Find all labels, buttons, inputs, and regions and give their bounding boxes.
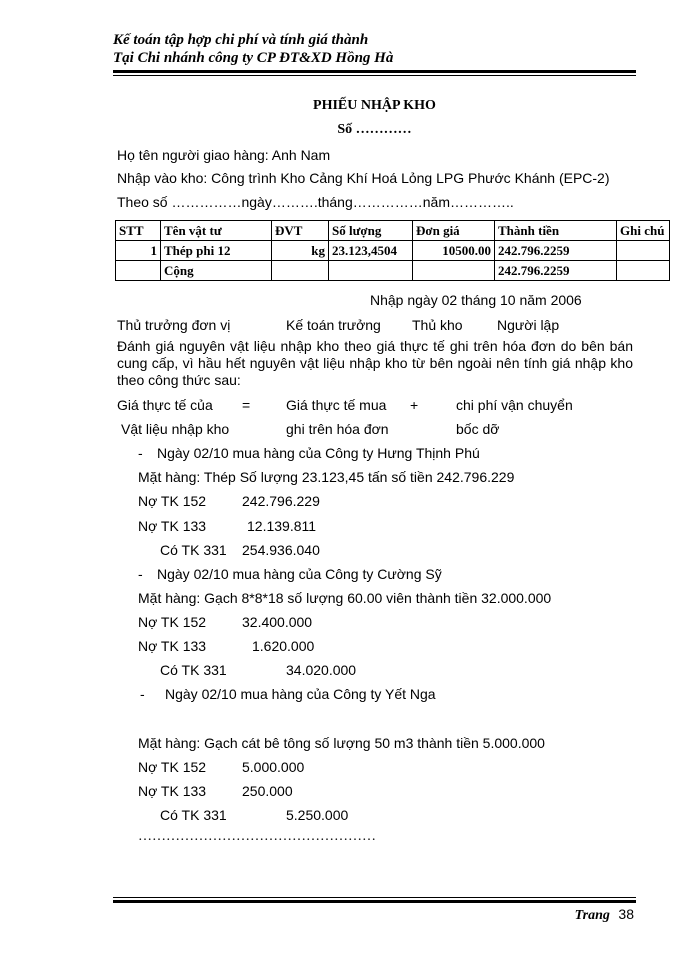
running-header-line2: Tại Chi nhánh công ty CP ĐT&XD Hồng Hà: [113, 50, 394, 66]
entry-item: Mặt hàng: Gạch cát bê tông số lượng 50 m3 thành tiền 5.000.000: [138, 735, 545, 751]
entry-amount: 5.250.000: [286, 807, 349, 823]
receipt-date: Nhập ngày 02 tháng 10 năm 2006: [370, 292, 582, 308]
formula-right-1: chi phí vận chuyển: [456, 397, 573, 413]
cell-empty: [116, 261, 161, 281]
entry-heading: Ngày 02/10 mua hàng của Công ty Yết Nga: [165, 686, 436, 702]
entry-amount: 242.796.229: [242, 493, 320, 509]
entry-heading: Ngày 02/10 mua hàng của Công ty Hưng Thịnh Phú: [157, 445, 480, 461]
header-cell: Thành tiền: [495, 221, 617, 241]
header-cell: STT: [116, 221, 161, 241]
formula-left-1: Giá thực tế của: [117, 397, 213, 413]
entry-amount: 34.020.000: [286, 662, 357, 678]
table-total-row: [116, 261, 670, 281]
warehouse-line: Nhập vào kho: Công trình Kho Cảng Khí Hoá Lỏng LPG Phước Khánh (EPC-2): [117, 170, 610, 186]
formula-plus: +: [410, 397, 419, 413]
entry-amount: 12.139.811: [247, 518, 317, 534]
cell-amount: 242.796.2259: [495, 241, 617, 261]
cell-total-label: Cộng: [161, 261, 272, 281]
signature-storekeeper: Thủ kho: [412, 317, 463, 333]
cell-empty: [413, 261, 495, 281]
deliverer-line: Họ tên người giao hàng: Anh Nam: [117, 147, 331, 163]
formula-middle-2: ghi trên hóa đơn: [286, 421, 389, 437]
continuation-dots: ……………………………………………: [138, 829, 376, 844]
entry-account: Có TK 331: [160, 662, 227, 678]
entry-amount: 1.620.000: [252, 638, 315, 654]
signature-director: Thủ trưởng đơn vị: [117, 317, 231, 333]
header-cell: Ghi chú: [617, 221, 670, 241]
entry-item: Mặt hàng: Gạch 8*8*18 số lượng 60.00 viên thành tiền 32.000.000: [138, 590, 552, 606]
formula-equals: =: [242, 397, 251, 413]
entry-amount: 32.400.000: [242, 614, 313, 630]
footer-rule-thick: [113, 900, 636, 903]
formula-middle-1: Giá thực tế mua: [286, 397, 387, 413]
entry-account: Nợ TK 133: [138, 518, 207, 534]
signature-chief-accountant: Kế toán trưởng: [286, 317, 381, 333]
cell-total-value: 242.796.2259: [495, 261, 617, 281]
cell-stt: 1: [116, 241, 161, 261]
header-rule-thin: [113, 75, 636, 76]
cell-empty: [617, 261, 670, 281]
valuation-paragraph: Đánh giá nguyên vật liệu nhập kho theo giá thực tế ghi trên hóa đơn do bên bán cung cấp, vì hầu hết nguyên vật liệu nhập kho từ bên ngoài nên tính giá nhập kho theo công thức sau:: [117, 338, 633, 388]
running-header-line1: Kế toán tập hợp chi phí và tính giá thành: [113, 32, 369, 48]
header-cell: Tên vật tư: [161, 221, 272, 241]
header-cell: Số lượng: [329, 221, 413, 241]
entry-account: Có TK 331: [160, 542, 227, 558]
goods-receipt-table: [115, 220, 670, 281]
table-header-row: [116, 221, 670, 241]
formula-right-2: bốc dỡ: [456, 421, 500, 437]
header-rule-thick: [113, 70, 636, 73]
entry-account: Nợ TK 133: [138, 638, 207, 654]
reference-line: Theo số ……………ngày……….tháng……………năm…………..: [117, 194, 514, 210]
cell-unit-price: 10500.00: [413, 241, 495, 261]
footer-rule-thin: [113, 897, 636, 898]
entry-item: Mặt hàng: Thép Số lượng 23.123,45 tấn số tiền 242.796.229: [138, 469, 515, 485]
entry-bullet: -: [138, 445, 143, 461]
cell-empty: [329, 261, 413, 281]
cell-item-name: Thép phi 12: [161, 241, 272, 261]
page-footer: [575, 906, 634, 924]
formula-left-2: Vật liệu nhập kho: [121, 421, 230, 437]
cell-quantity: 23.123,4504: [329, 241, 413, 261]
entry-account: Nợ TK 152: [138, 759, 207, 775]
entry-bullet: -: [138, 566, 143, 582]
cell-unit: kg: [272, 241, 329, 261]
signature-preparer: Người lập: [497, 317, 560, 333]
entry-account: Có TK 331: [160, 807, 227, 823]
cell-empty: [272, 261, 329, 281]
entry-account: Nợ TK 152: [138, 614, 207, 630]
page-number: 38: [618, 906, 634, 922]
header-cell: ĐVT: [272, 221, 329, 241]
entry-account: Nợ TK 133: [138, 783, 207, 799]
cell-note: [617, 241, 670, 261]
entry-amount: 250.000: [242, 783, 293, 799]
document-number: Số …………: [337, 122, 412, 137]
header-cell: Đơn giá: [413, 221, 495, 241]
entry-amount: 254.936.040: [242, 542, 320, 558]
page-label: Trang: [574, 908, 610, 923]
entry-account: Nợ TK 152: [138, 493, 207, 509]
entry-amount: 5.000.000: [242, 759, 305, 775]
entry-bullet: -: [140, 686, 145, 702]
entry-heading: Ngày 02/10 mua hàng của Công ty Cường Sỹ: [157, 566, 442, 582]
document-title: PHIẾU NHẬP KHO: [313, 98, 436, 113]
table-row: [116, 241, 670, 261]
